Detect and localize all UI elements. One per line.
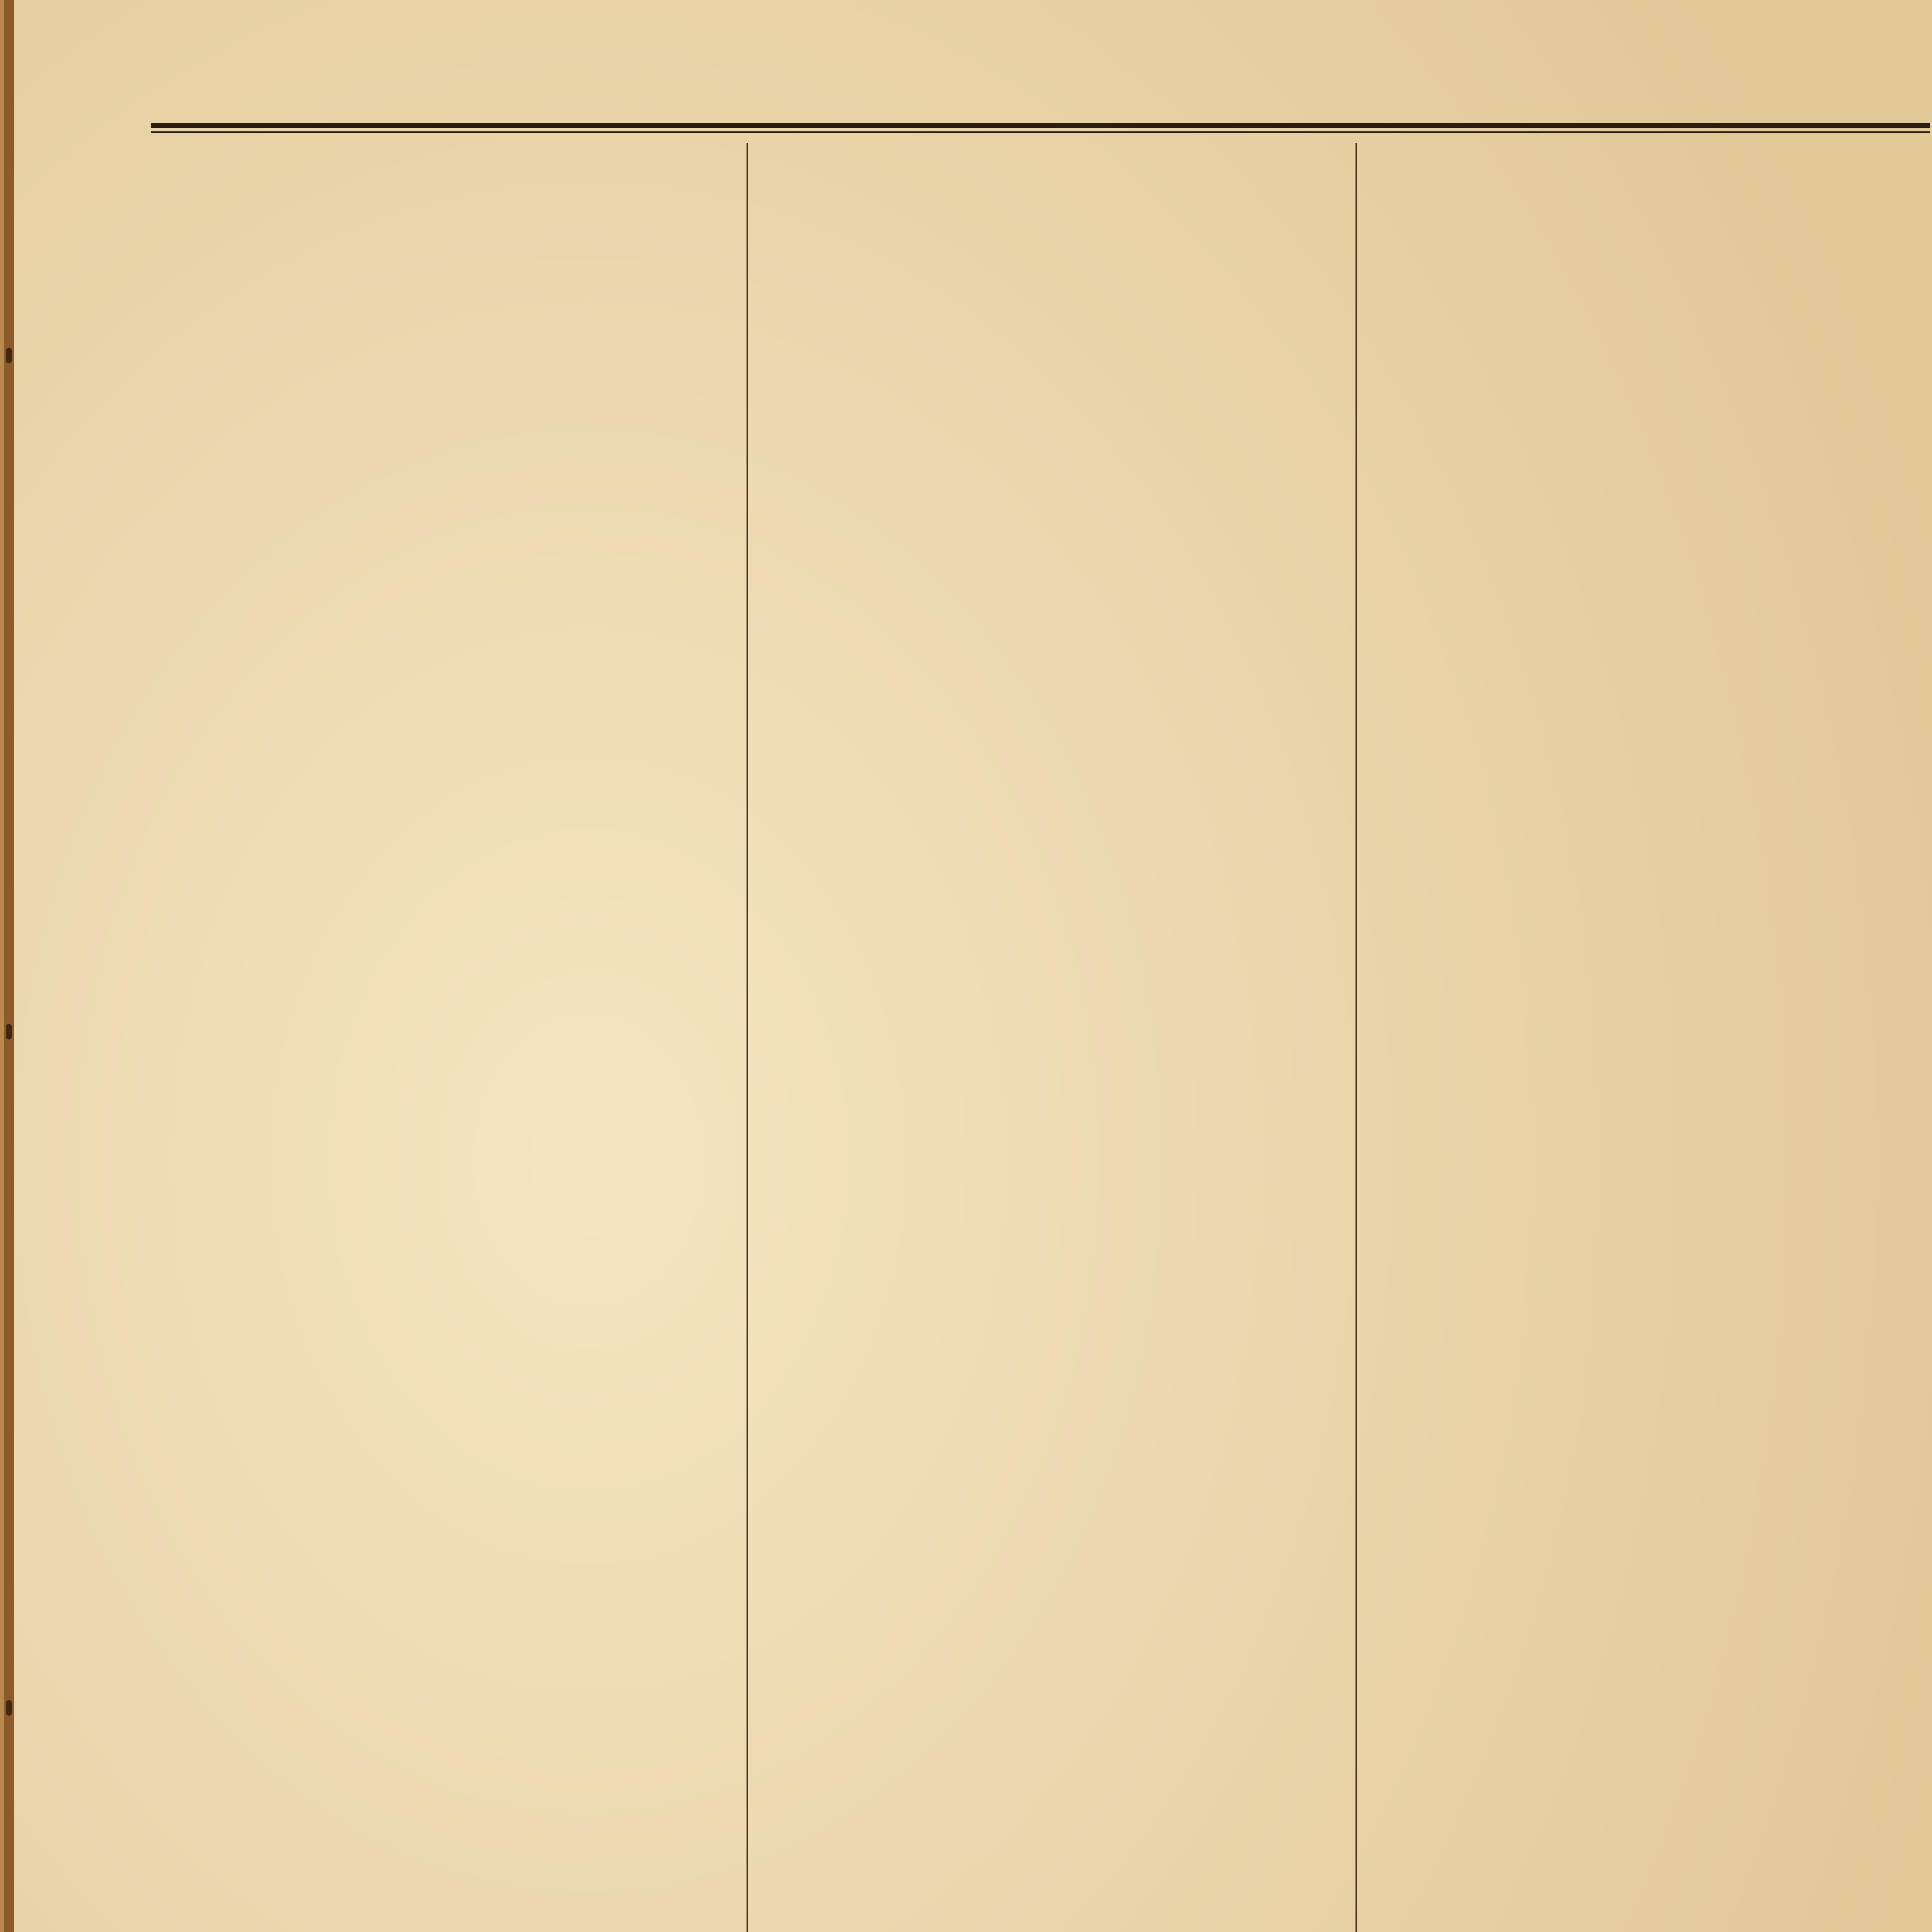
binding-hole — [6, 1024, 12, 1039]
binding-hole — [6, 348, 12, 363]
text-column-2 — [763, 145, 1339, 1932]
header-rule-thin — [151, 131, 1930, 133]
header-rule — [151, 123, 1930, 128]
binding-hole — [6, 1700, 12, 1716]
column-divider — [747, 143, 748, 1932]
text-column-1 — [151, 145, 730, 1932]
page-header — [151, 58, 1930, 120]
magazine-page — [4, 0, 1932, 1932]
text-column-3 — [1372, 145, 1928, 1932]
column-divider — [1355, 143, 1357, 1932]
page-binding — [4, 0, 14, 1932]
